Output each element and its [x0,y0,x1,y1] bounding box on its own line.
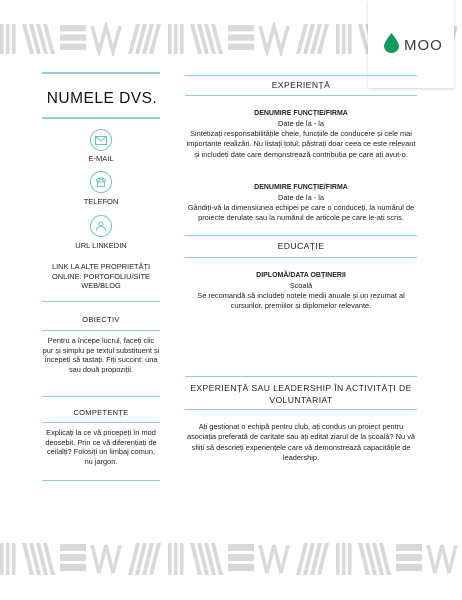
education-school: Școală [289,281,313,290]
experience-under-rule [185,95,417,96]
volunteer-title: EXPERIENȚĂ SAU LEADERSHIP ÎN ACTIVITĂȚI DE VOLUNTARIAT [190,383,412,405]
job-2-dates: Date de la - la [277,193,324,202]
volunteer-description: Ați gestionat o echipă pentru club, ați condus un proiect pentru asociația preferată de caritate sau ați editat ziarul de la școală? Nu vă sfiiți să descrieți experiențele care vă demonstrează capacitățile de leadership. [186,422,415,463]
skills-text: Explicați la ce vă pricepeți în mod deosebit. Prin ce vă diferențiați de ceilalți? Folosiți un limbaj comun, nu jargon. [45,428,157,466]
job-1-heading: DENUMIRE FUNCȚIE/FIRMA [254,110,348,117]
phone-label[interactable]: TELEFON [83,197,119,206]
drop-logo-icon [384,33,399,53]
person-name: NUMELE DVS. [46,90,158,107]
education-heading: DIPLOMĂ/DATA OBȚINERII [256,272,346,279]
experience-top-rule [185,75,417,76]
objective-top-rule [42,301,160,302]
logo-text: MOO [404,37,443,54]
education-under-rule [185,257,417,258]
education-description: Se recomandă să includeți notele medii anuale și un rezumat al cursurilor, premiilor și diplomelor relevante. [197,291,405,311]
email-label[interactable]: E-MAIL [88,154,114,163]
linkedin-label[interactable]: URL LINKEDIN [75,241,127,250]
skills-title: COMPETENȚE [73,408,129,417]
name-underline [42,117,160,119]
job-2-heading: DENUMIRE FUNCȚIE/FIRMA [254,184,348,191]
phone-icon [90,171,112,193]
job-1-dates: Date de la - la [277,119,324,128]
volunteer-top-rule [185,376,417,377]
bottom-decorative-band [0,541,462,577]
job-1-description: Sintetizați responsabilitățile cheie, funcțiile de conducere și cele mai importante realizări. Nu listați totul; păstrați doar ceea ce este relevant și includeți date care demonstrează contribuția pe care ați avut-o. [186,129,416,159]
objective-under-rule [42,330,160,331]
objective-text: Pentru a începe lucrul, faceți clic pur și simplu pe textul substituent și începeți să tastați. Fiți succint: una sau două propoziții. [42,336,160,374]
education-top-rule [185,235,417,236]
email-icon [90,129,112,151]
sidebar-bottom-rule [42,480,160,481]
skills-under-rule [42,422,160,423]
sidebar-top-rule [42,72,160,74]
band-pattern [0,541,462,577]
objective-title: OBIECTIV [82,315,120,324]
experience-title: EXPERIENȚĂ [271,80,331,90]
linkedin-icon [90,215,112,237]
education-title: EDUCAȚIE [277,241,325,251]
job-2-description: Gândiți-vă la dimensiunea echipei pe care o conduceți, la numărul de proiecte derulate sau la numărul de articole pe care le-ați scris. [187,203,415,223]
volunteer-under-rule [185,409,417,410]
online-links-text[interactable]: LINK LA ALTE PROPRIETĂȚI ONLINE: PORTOFOLIU/SITE WEB/BLOG [51,262,151,291]
skills-top-rule [42,396,160,397]
